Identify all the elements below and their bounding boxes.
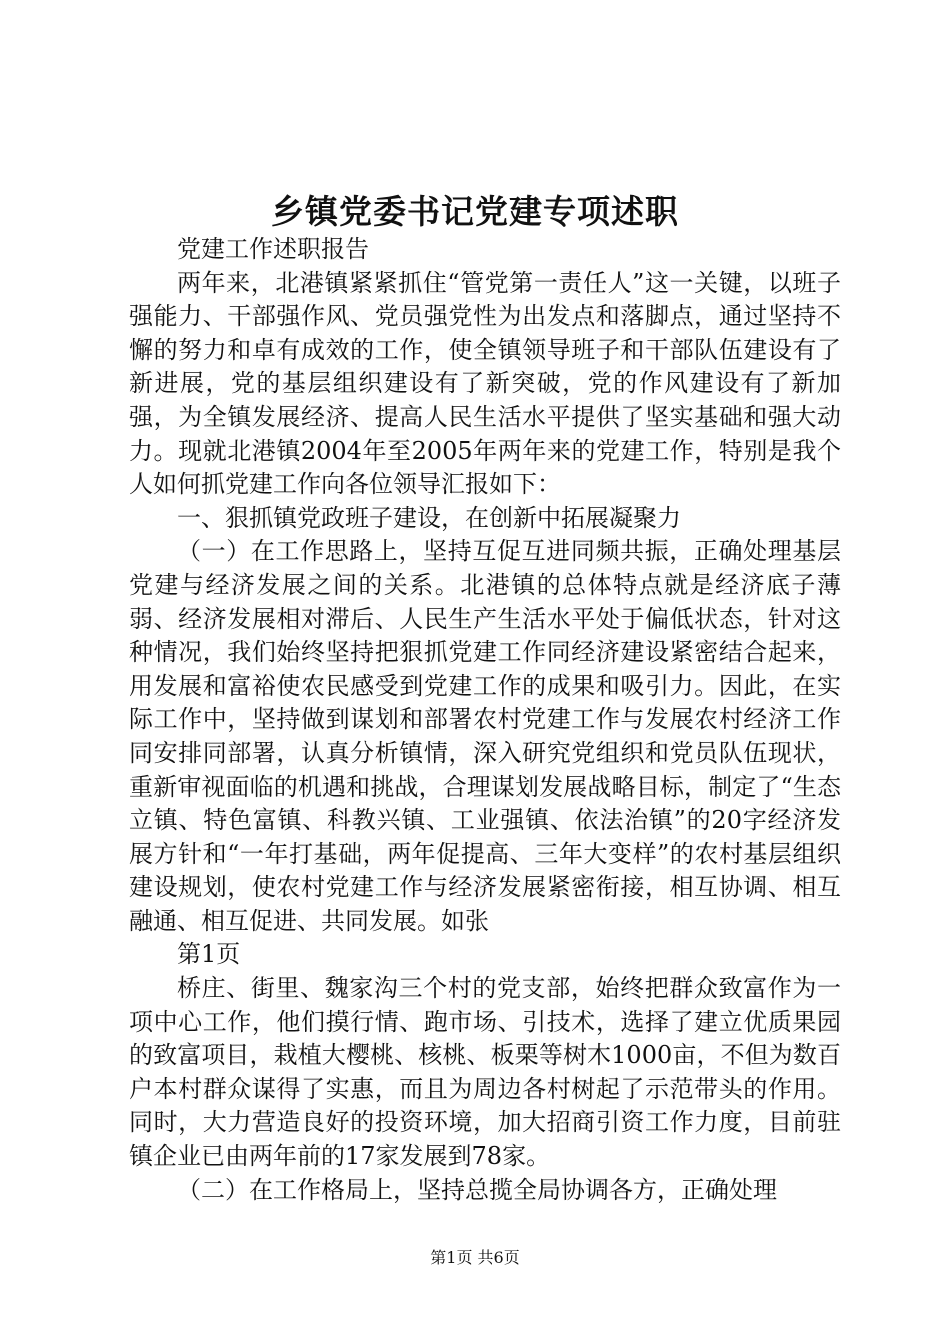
report-subtitle: 党建工作述职报告: [177, 235, 369, 263]
paragraph-section-1-2: （二）在工作格局上，坚持总揽全局协调各方，正确处理: [177, 1175, 777, 1204]
document-body: [129, 233, 841, 1207]
section-heading-1: 一、狠抓镇党政班子建设，在创新中拓展凝聚力: [177, 503, 681, 532]
document-title: 乡镇党委书记党建专项述职: [271, 192, 679, 231]
page-footer: 第1页 共6页: [430, 1248, 520, 1267]
paragraph-continuation: 桥庄、街里、魏家沟三个村的党支部，始终把群众致富作为一项中心工作，他们摸行情、跑市场、引技术，选择了建立优质果园的致富项目，栽植大樱桃、核桃、板栗等树木1000亩，不但为数百户本村群众谋得了实惠，而且为周边各村树起了示范带头的作用。同时，大力营造良好的投资环境，加大招商引资工作力度，目前驻镇企业已由两年前的17家发展到78家。: [129, 974, 841, 1171]
inline-page-marker: 第1页: [177, 940, 241, 969]
paragraph-section-1-1: （一）在工作思路上，坚持互促互进同频共振，正确处理基层党建与经济发展之间的关系。北港镇的总体特点就是经济底子薄弱、经济发展相对滞后、人民生产生活水平处于偏低状态，针对这种情况，我们始终坚持把狠抓党建工作同经济建设紧密结合起来，用发展和富裕使农民感受到党建工作的成果和吸引力。因此，在实际工作中，坚持做到谋划和部署农村党建工作与发展农村经济工作同安排同部署，认真分析镇情，深入研究党组织和党员队伍现状，重新审视面临的机遇和挑战，合理谋划发展战略目标，制定了“生态立镇、特色富镇、科教兴镇、工业强镇、依法治镇”的20字经济发展方针和“一年打基础，两年促提高、三年大变样”的农村基层组织建设规划，使农村党建工作与经济发展紧密衔接，相互协调、相互融通、相互促进、共同发展。如张: [129, 537, 841, 935]
paragraph-intro: 两年来，北港镇紧紧抓住“管党第一责任人”这一关键，以班子强能力、干部强作风、党员强党性为出发点和落脚点，通过坚持不懈的努力和卓有成效的工作，使全镇领导班子和干部队伍建设有了新进展，党的基层组织建设有了新突破，党的作风建设有了新加强，为全镇发展经济、提高人民生活水平提供了坚实基础和强大动力。现就北港镇2004年至2005年两年来的党建工作，特别是我个人如何抓党建工作向各位领导汇报如下：: [129, 268, 841, 499]
